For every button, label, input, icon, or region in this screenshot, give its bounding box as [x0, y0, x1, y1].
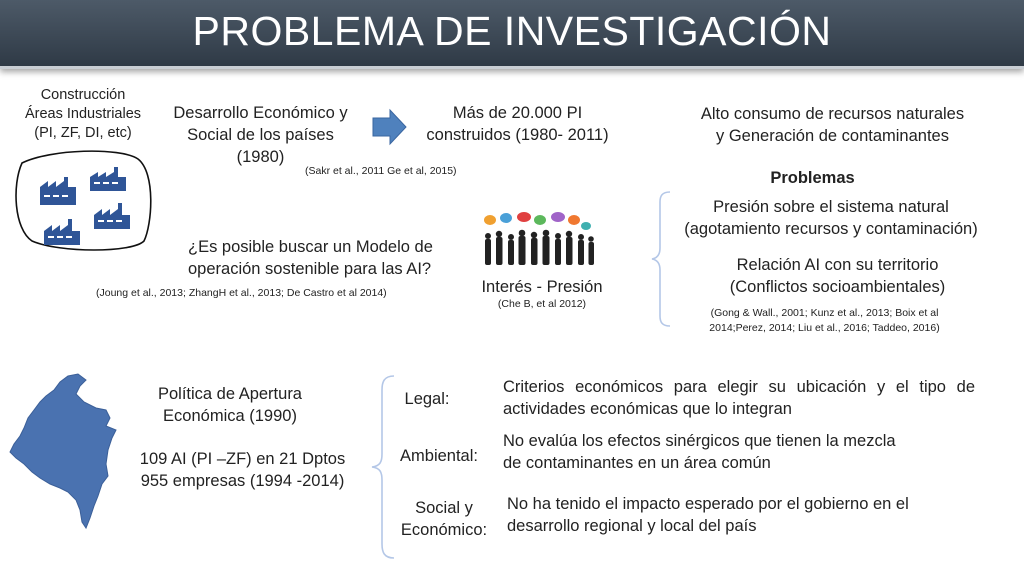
factory-icon: [94, 203, 130, 229]
aspecto-social-label: Social y Económico:: [400, 499, 488, 539]
aspecto-ambiental-label: Ambiental:: [400, 447, 478, 465]
construccion-label: Construcción Áreas Industriales (PI, ZF, DI, etc): [24, 87, 142, 141]
interes-label: Interés - Presión: [481, 278, 603, 296]
aspecto-legal-label: Legal:: [404, 390, 450, 408]
pregunta-text: ¿Es posible buscar un Modelo de operación sostenible para las AI?: [188, 238, 433, 278]
colombia-map-icon: [6, 372, 124, 532]
factory-icon: [90, 167, 126, 191]
problema-presion: Presión sobre el sistema natural (agotamiento recursos y contaminación): [684, 198, 978, 238]
page-title: PROBLEMA DE INVESTIGACIÓN: [192, 8, 832, 54]
sakr-citation: (Sakr et al., 2011 Ge et al, 2015): [305, 165, 457, 177]
problemas-heading: Problemas: [770, 169, 855, 187]
factory-icon: [44, 219, 80, 245]
aspecto-legal-text: Criterios económicos para elegir su ubicación y el tipo de actividades económicas que lo integran: [503, 378, 975, 418]
aspecto-social-text: No ha tenido el impacto esperado por el gobierno en el desarrollo regional y local del país: [507, 495, 909, 535]
people-speech-icon: [478, 212, 596, 270]
factory-icon: [40, 177, 76, 205]
factory-cluster: [10, 145, 160, 255]
ai-stats-text: 109 AI (PI –ZF) en 21 Dptos 955 empresas (1994 -2014): [139, 450, 346, 490]
problemas-citation: (Gong & Wall., 2001; Kunz et al., 2013; Boix et al 2014;Perez, 2014; Liu et al., 2016; Taddeo, 2016): [709, 307, 940, 334]
aspecto-ambiental-text: No evalúa los efectos sinérgicos que tienen la mezcla de contaminantes en un área común: [503, 432, 896, 472]
problema-relacion: Relación AI con su territorio (Conflictos socioambientales): [729, 256, 946, 296]
politica-text: Política de Apertura Económica (1990): [157, 385, 302, 425]
mas-20000-text: Más de 20.000 PI construidos (1980- 2011): [426, 104, 609, 144]
pregunta-citation: (Joung et al., 2013; ZhangH et al., 2013; De Castro et al 2014): [96, 287, 387, 299]
desarrollo-text: Desarrollo Económico y Social de los países (1980): [173, 104, 348, 166]
alto-consumo-text: Alto consumo de recursos naturales y Generación de contaminantes: [700, 105, 965, 145]
interes-citation: (Che B, et al 2012): [497, 298, 587, 310]
arrow-right-icon: [372, 108, 408, 146]
